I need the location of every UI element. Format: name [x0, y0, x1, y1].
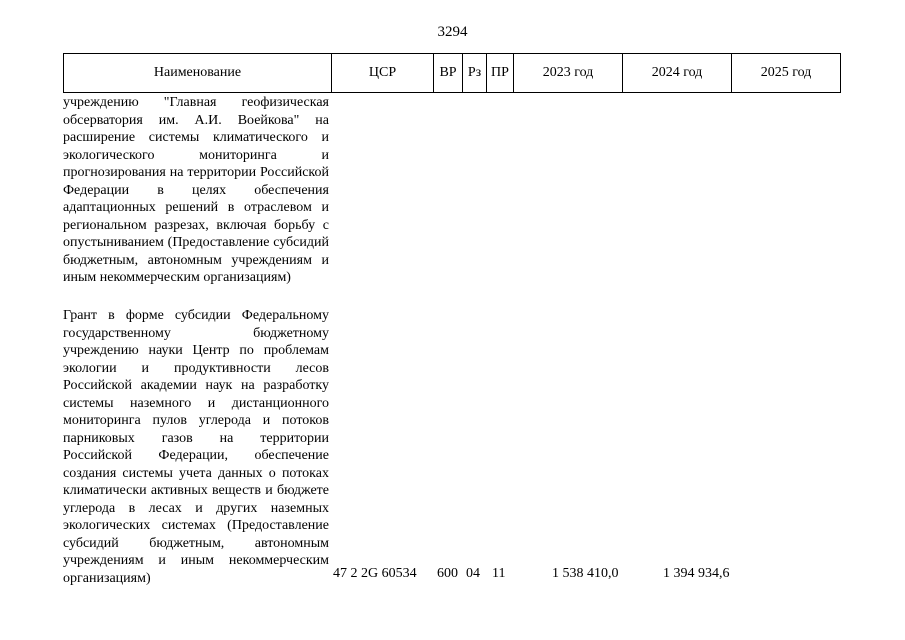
cell-2023: 1 538 410,0	[552, 566, 619, 581]
header-csr: ЦСР	[332, 54, 434, 93]
cell-vr: 600	[437, 566, 458, 581]
header-name: Наименование	[64, 54, 332, 93]
header-2024: 2024 год	[623, 54, 732, 93]
cell-2024: 1 394 934,6	[663, 566, 730, 581]
header-2023: 2023 год	[514, 54, 623, 93]
page-number: 3294	[437, 24, 468, 40]
header-2025: 2025 год	[732, 54, 841, 93]
table-header	[63, 53, 841, 93]
header-rz: Рз	[463, 54, 487, 93]
cell-pr: 11	[492, 566, 506, 581]
row-name-1: учреждению "Главная геофизическая обсерватория им. А.И. Воейкова" на расширение системы климатического и экологического мониторинга и прогнозирования на территории Российской Федерации в целях обеспечения адаптационных решений в отраслевом и региональном разрезах, включая борьбу с опустыниванием (Предоставление субсидий бюджетным, автономным учреждениям и иным некоммерческим организациям)	[63, 95, 329, 285]
row-name-2: Грант в форме субсидии Федеральному государственному бюджетному учреждению науки Центр по проблемам экологии и продуктивности лесов Российской академии наук на разработку системы наземного и дистанционного мониторинга пулов углерода и потоков парниковых газов на территории Российской Федерации, обеспечение создания системы учета данных о потоках климатически активных веществ и бюджете углерода в лесах и других наземных экологических системах (Предоставление субсидий бюджетным, автономным учреждениям и иным некоммерческим организациям)	[63, 308, 329, 586]
cell-rz: 04	[466, 566, 480, 581]
header-pr: ПР	[487, 54, 514, 93]
cell-csr: 47 2 2G 60534	[333, 566, 417, 581]
header-vr: ВР	[434, 54, 463, 93]
